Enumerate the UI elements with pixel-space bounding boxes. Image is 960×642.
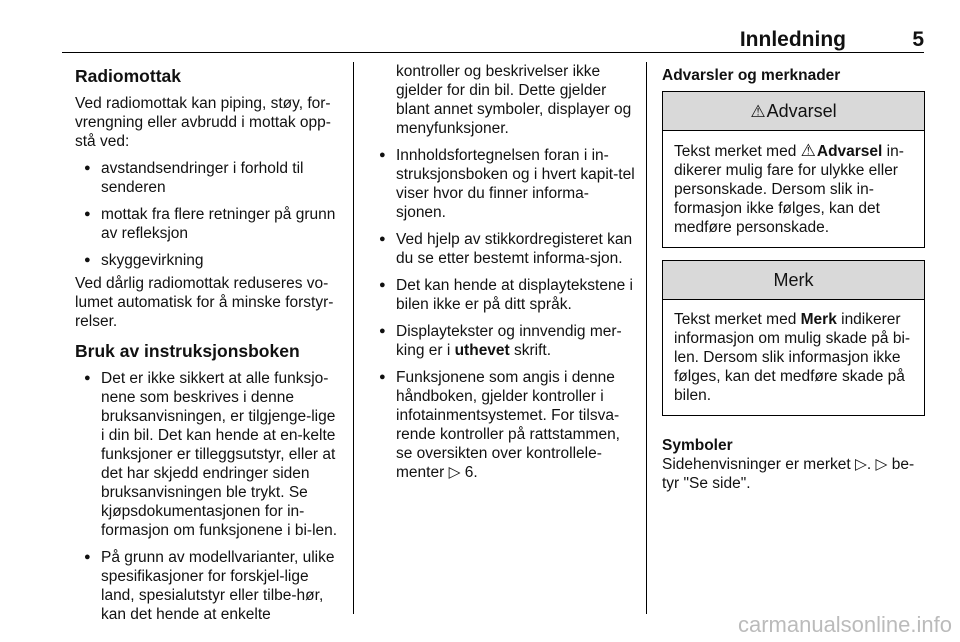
page-reference-arrow-icon: ▷ [855, 456, 867, 473]
warning-box-header [663, 92, 924, 131]
bold-text: Advarsel [816, 143, 883, 160]
warning-box-body [663, 131, 924, 247]
text: . [866, 456, 876, 473]
text: indikerer informasjon om mulig skade på bi-len. Dersom slik informasjon ikke følges, kan det medføre skade på bilen. [674, 311, 911, 404]
list-manual-usage [75, 369, 340, 624]
list-item: ● På grunn av modellvarianter, ulike spesifikasjoner for forskjel-lige land, spesialutstyr eller tilbe-hør, kan det hende at enkelte [75, 548, 340, 624]
list-item: ● Det kan hende at displaytekstene i bilen ikke er på ditt språk. [370, 276, 635, 314]
page-reference: 6. [464, 464, 478, 481]
text: in-dikerer mulig fare for ulykke eller personskade. Dersom slik in-formasjon ikke følges, kan det medføre personskade. [674, 143, 904, 236]
note-box-header: Merk [663, 261, 924, 300]
watermark: carmanualsonline.info [737, 612, 952, 637]
warning-triangle-icon: ⚠ [800, 141, 816, 160]
text: be-tyr "Se side". [662, 456, 915, 492]
column-1 [75, 62, 340, 624]
page-reference-arrow-icon: ▷ [448, 464, 465, 481]
warning-box [662, 91, 925, 248]
text: Tekst merket med [674, 311, 801, 328]
paragraph-radio-intro: Ved radiomottak kan piping, støy, for-vrengning eller avbrudd i mottak opp-stå ved: [75, 95, 331, 150]
note-box [662, 260, 925, 416]
paragraph-radio-volume: Ved dårlig radiomottak reduseres vo-lumet automatisk for å minske forstyr-relser. [75, 275, 334, 330]
list-manual-usage-continued [370, 62, 635, 482]
note-box-body [663, 300, 924, 415]
text: skrift. [509, 342, 552, 359]
warning-title: Advarsel [766, 101, 837, 121]
list-item: ● skyggevirkning [75, 251, 340, 270]
heading-advarsler-og-merknader: Advarsler og merknader [662, 67, 841, 84]
page-number: 5 [912, 28, 924, 51]
heading-symboler: Symboler [662, 437, 733, 454]
list-item [370, 368, 635, 482]
list-item: ● Ved hjelp av stikkordregisteret kan du se etter bestemt informa-sjon. [370, 230, 635, 268]
text: Displaytekster og innvendig mer-king er i [396, 323, 622, 359]
text: Funksjonene som angis i denne håndboken, gjelder kontroller i infotainmentsystemet. For tilsva-rende kontroller på rattstammen, se oversikten over kontrollele-menter [396, 369, 620, 481]
column-2 [370, 62, 635, 482]
list-item [370, 322, 635, 360]
heading-radiomottak: Radiomottak [75, 66, 181, 86]
text: Tekst merket med [674, 143, 801, 160]
bold-text: uthevet [454, 342, 510, 359]
list-item: ● mottak fra flere retninger på grunn av refleksjon [75, 205, 340, 243]
paragraph-symbols [662, 455, 925, 493]
list-radio-causes [75, 159, 340, 270]
column-3 [662, 62, 925, 493]
column-divider-2 [646, 62, 647, 614]
chapter-title: Innledning [739, 28, 846, 51]
page-reference-arrow-icon: ▷ [875, 456, 888, 473]
list-item-continuation: kontroller og beskrivelser ikke gjelder for din bil. Dette gjelder blant annet symboler, displayer og menyfunksjoner. [396, 63, 632, 137]
warning-triangle-icon: ⚠ [750, 102, 766, 121]
column-divider-1 [353, 62, 354, 614]
bold-text: Merk [800, 311, 837, 328]
text: Sidehenvisninger er merket [662, 456, 855, 473]
list-item: ● Det er ikke sikkert at alle funksjo-nene som beskrives i denne bruksanvisningen, er tilgjenge-lige i din bil. Det kan hende at en-kelte funksjoner er tilleggsutstyr, eller at det har skjedd endringer siden bruksanvisningen ble trykt. Se kjøpsdokumentasjonen for in-formasjon om funksjonene i bi-len. [75, 369, 340, 540]
list-item: ● Innholdsfortegnelsen foran i in-struksjonsboken og i hvert kapit-tel viser hvor du finner informa-sjonen. [370, 146, 635, 222]
heading-bruk-av-instruksjonsboken: Bruk av instruksjonsboken [75, 341, 300, 361]
list-item: ● avstandsendringer i forhold til senderen [75, 159, 340, 197]
page-header [62, 24, 924, 53]
